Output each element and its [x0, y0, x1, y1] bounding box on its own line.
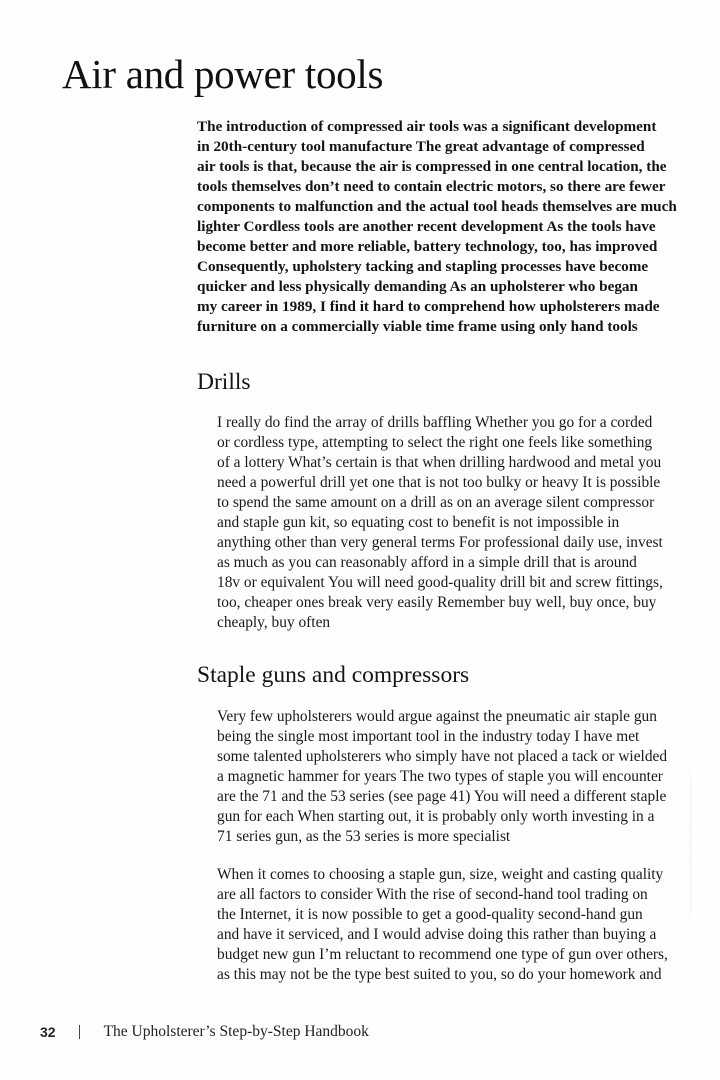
scan-artifact — [689, 730, 692, 960]
text-line: When it comes to choosing a staple gun, size, weight and casting quality — [217, 866, 664, 883]
text-line: I really do find the array of drills baffling Whether you go for a corded — [217, 414, 653, 431]
text-line: anything other than very general terms For professional daily use, invest — [217, 534, 663, 551]
text-line: as much as you can reasonably afford in a simple drill that is around — [217, 554, 637, 571]
intro-paragraph — [197, 117, 697, 337]
page-number: 32 — [40, 1024, 56, 1040]
intro-line: become better and more reliable, battery technology, too, has improved — [197, 238, 658, 255]
text-line: Very few upholsterers would argue against the pneumatic air staple gun — [217, 708, 657, 725]
intro-line: in 20th-century tool manufacture The great advantage of compressed — [197, 138, 645, 155]
staple-guns-paragraph-2 — [217, 865, 687, 985]
intro-line: components to malfunction and the actual tool heads themselves are much — [197, 198, 677, 215]
text-line: cheaply, buy often — [217, 614, 331, 631]
text-line: to spend the same amount on a drill as on an average silent compressor — [217, 494, 655, 511]
page-footer — [40, 1022, 369, 1042]
section-heading-staple-guns: Staple guns and compressors — [197, 662, 470, 688]
text-line: are all factors to consider With the rise of second-hand tool trading on — [217, 886, 648, 903]
intro-line: Consequently, upholstery tacking and stapling processes have become — [197, 258, 649, 275]
footer-divider — [79, 1025, 80, 1039]
text-line: gun for each When starting out, it is probably only worth investing in a — [217, 808, 655, 825]
intro-line: quicker and less physically demanding As an upholsterer who began — [197, 278, 638, 295]
intro-line: furniture on a commercially viable time frame using only hand tools — [197, 318, 638, 335]
text-line: too, cheaper ones break very easily Remember buy well, buy once, buy — [217, 594, 657, 611]
intro-line: tools themselves don’t need to contain electric motors, so there are fewer — [197, 178, 666, 195]
intro-line: my career in 1989, I find it hard to comprehend how upholsterers made — [197, 298, 660, 315]
text-line: 18v or equivalent You will need good-quality drill bit and screw fittings, — [217, 574, 663, 591]
text-line: of a lottery What’s certain is that when drilling hardwood and metal you — [217, 454, 662, 471]
text-line: the Internet, it is now possible to get a good-quality second-hand gun — [217, 906, 643, 923]
text-line: need a powerful drill yet one that is not too bulky or heavy It is possible — [217, 474, 661, 491]
intro-line: air tools is that, because the air is compressed in one central location, the — [197, 158, 667, 175]
staple-guns-paragraph-1 — [217, 707, 687, 847]
running-title: The Upholsterer’s Step-by-Step Handbook — [103, 1023, 369, 1040]
section-heading-drills: Drills — [197, 369, 251, 395]
text-line: or cordless type, attempting to select the right one feels like something — [217, 434, 653, 451]
text-line: are the 71 and the 53 series (see page 41) You will need a different staple — [217, 788, 667, 805]
text-line: being the single most important tool in the industry today I have met — [217, 728, 640, 745]
text-line: and staple gun kit, so equating cost to benefit is not impossible in — [217, 514, 620, 531]
text-line: 71 series gun, as the 53 series is more specialist — [217, 828, 511, 845]
drills-paragraph — [217, 413, 687, 633]
text-line: as this may not be the type best suited to you, so do your homework and — [217, 966, 662, 983]
text-line: a magnetic hammer for years The two types of staple you will encounter — [217, 768, 663, 785]
page-title: Air and power tools — [62, 51, 384, 97]
text-line: budget new gun I’m reluctant to recommend one type of gun over others, — [217, 946, 668, 963]
intro-line: The introduction of compressed air tools was a significant development — [197, 118, 657, 135]
text-line: some talented upholsterers who simply have not placed a tack or wielded — [217, 748, 668, 765]
text-line: and have it serviced, and I would advise doing this rather than buying a — [217, 926, 657, 943]
intro-line: lighter Cordless tools are another recent development As the tools have — [197, 218, 656, 235]
